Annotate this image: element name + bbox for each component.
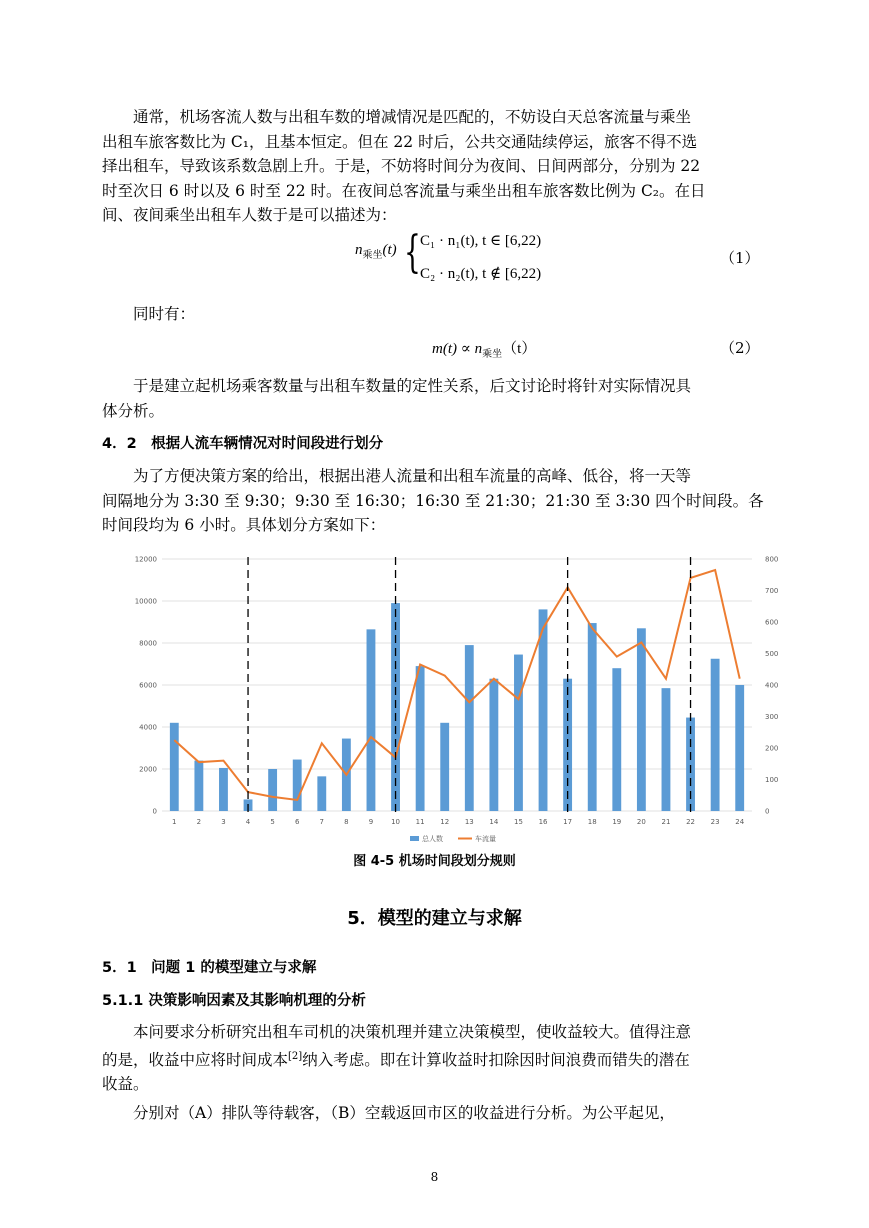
eq2-sub: 乘坐 xyxy=(482,349,503,360)
x-tick-label: 10 xyxy=(391,818,401,826)
x-tick-label: 20 xyxy=(636,818,646,826)
x-tick-label: 14 xyxy=(489,818,499,826)
eq1-case-1: C₁ · n₁(t), t ∈ [6,22) xyxy=(420,233,542,249)
paragraph-ratio-definition xyxy=(102,105,768,228)
equation-number-2: （2） xyxy=(720,339,760,357)
bar-total-passengers xyxy=(170,723,179,811)
y-tick-label-right: 500 xyxy=(765,650,779,658)
section-heading-4-2: 4．2 根据人流车辆情况对时间段进行划分 xyxy=(102,436,384,452)
text-segment: 的是，收益中应将时间成本 xyxy=(102,1050,289,1069)
text-line: 于是建立起机场乘客数量与出租车数量的定性关系，后文讨论时将针对实际情况具 xyxy=(133,377,692,395)
paragraph-comparison xyxy=(102,1101,768,1126)
bar-total-passengers xyxy=(219,768,228,811)
bar-total-passengers xyxy=(293,760,302,811)
x-tick-label: 7 xyxy=(319,818,325,826)
text-line: 间隔地分为 3:30 至 9:30；9:30 至 16:30；16:30 至 21:30；21:30 至 3:30 四个时间段。各 xyxy=(102,491,764,510)
x-tick-label: 18 xyxy=(587,818,597,826)
y-tick-label-left: 6000 xyxy=(139,681,157,690)
x-tick-label: 15 xyxy=(513,818,523,826)
text-line: 出租车旅客数比为 C₁，且基本恒定。但在 22 时后，公共交通陆续停运，旅客不得不选 xyxy=(102,132,698,151)
bar-total-passengers xyxy=(711,659,720,811)
y-tick-label-right: 600 xyxy=(765,618,779,627)
y-tick-label-right: 300 xyxy=(765,713,779,721)
eq1-lhs: n xyxy=(355,242,363,258)
bar-total-passengers xyxy=(440,723,449,811)
y-tick-label-left: 12000 xyxy=(134,555,157,564)
x-tick-label: 5 xyxy=(270,818,275,826)
y-tick-label-right: 400 xyxy=(765,681,779,690)
bar-total-passengers xyxy=(194,761,203,811)
x-tick-label: 21 xyxy=(661,818,671,826)
x-tick-label: 12 xyxy=(440,818,450,826)
equation-1 xyxy=(355,242,397,261)
paragraph-time-division xyxy=(102,464,768,538)
text-segment: 纳入考虑。即在计算收益时扣除因时间浪费而错失的潜在 xyxy=(302,1050,690,1069)
y-tick-label-right: 200 xyxy=(765,744,779,753)
x-tick-label: 1 xyxy=(172,818,177,826)
x-tick-label: 11 xyxy=(415,818,425,826)
text-line: 为了方便决策方案的给出，根据出港人流量和出租车流量的高峰、低谷，将一天等 xyxy=(133,467,692,485)
x-tick-label: 17 xyxy=(563,818,573,826)
x-tick-label: 3 xyxy=(221,818,226,826)
text-line: 间、夜间乘坐出租车人数于是可以描述为： xyxy=(102,206,397,224)
y-tick-label-right: 0 xyxy=(765,807,770,816)
bar-total-passengers xyxy=(637,628,646,811)
x-tick-label: 13 xyxy=(464,818,474,826)
eq1-lhs-sub: 乘坐 xyxy=(362,250,383,261)
y-tick-label-left: 2000 xyxy=(139,765,157,774)
text-line: 通常，机场客流人数与出租车数的增减情况是匹配的，不妨设白天总客流量与乘坐 xyxy=(133,108,692,126)
text-line: 同时有： xyxy=(133,305,196,323)
x-tick-label: 8 xyxy=(344,818,349,826)
figure-caption: 图 4-5 机场时间段划分规则 xyxy=(353,854,516,869)
y-tick-label-right: 800 xyxy=(765,555,779,564)
x-tick-label: 2 xyxy=(196,818,202,826)
y-tick-label-left: 0 xyxy=(152,807,157,816)
paragraph-decision-analysis xyxy=(102,1020,768,1097)
page-number: 8 xyxy=(430,1170,439,1184)
equation-2 xyxy=(432,337,536,360)
passenger-taxi-chart xyxy=(125,548,779,848)
bar-total-passengers xyxy=(735,685,744,811)
paragraph-also xyxy=(102,302,768,327)
x-tick-label: 23 xyxy=(710,818,720,826)
y-tick-label-right: 700 xyxy=(765,587,779,595)
eq1-case-2: C₂ · n₂(t), t ∉ [6,22) xyxy=(420,266,542,282)
text-line: 时至次日 6 时以及 6 时至 22 时。在夜间总客流量与乘坐出租车旅客数比例为 C₂。在日 xyxy=(102,181,706,200)
bar-total-passengers xyxy=(514,655,523,811)
citation-ref: [2] xyxy=(288,1050,303,1062)
bar-total-passengers xyxy=(465,645,474,811)
y-tick-label-left: 8000 xyxy=(139,639,157,648)
bar-total-passengers xyxy=(416,666,425,811)
x-tick-label: 16 xyxy=(538,818,548,826)
legend-label-bar: 总人数 xyxy=(422,835,443,843)
text-line: 分别对（A）排队等待载客，（B）空载返回市区的收益进行分析。为公平起见， xyxy=(133,1104,675,1122)
y-tick-label-right: 100 xyxy=(765,776,779,784)
eq2-arg: （t） xyxy=(502,341,537,357)
x-tick-label: 24 xyxy=(735,818,745,826)
equation-number-1: （1） xyxy=(720,249,760,267)
y-tick-label-left: 4000 xyxy=(139,723,157,732)
text-line: 择出租车，导致该系数急剧上升。于是，不妨将时间分为夜间、日间两部分，分别为 22 xyxy=(102,157,701,175)
bar-total-passengers xyxy=(268,769,277,811)
eq1-brace: { xyxy=(404,227,421,278)
bar-total-passengers xyxy=(662,688,671,811)
x-tick-label: 9 xyxy=(368,818,374,826)
legend-label-line: 车流量 xyxy=(475,835,496,843)
bar-total-passengers xyxy=(317,776,326,811)
section-heading-5-1: 5．1 问题 1 的模型建立与求解 xyxy=(102,960,317,976)
bar-total-passengers xyxy=(489,679,498,811)
x-tick-label: 6 xyxy=(294,818,300,826)
text-line: 体分析。 xyxy=(102,401,165,420)
bar-total-passengers xyxy=(588,623,597,811)
text-line: 本问要求分析研究出租车司机的决策机理并建立决策模型，使收益较大。值得注意 xyxy=(133,1023,692,1041)
paragraph-relation xyxy=(102,374,768,423)
eq2-body: m(t) ∝ n xyxy=(432,341,483,357)
section-heading-5-1-1: 5.1.1 决策影响因素及其影响机理的分析 xyxy=(102,993,366,1009)
x-tick-label: 22 xyxy=(686,818,696,826)
legend-swatch-bar xyxy=(410,836,419,841)
text-line: 收益。 xyxy=(102,1075,149,1094)
x-tick-label: 19 xyxy=(612,818,622,826)
bar-total-passengers xyxy=(367,629,376,811)
text-line: 时间段均为 6 小时。具体划分方案如下： xyxy=(102,516,386,534)
y-tick-label-left: 10000 xyxy=(134,597,157,606)
text-line xyxy=(102,1045,768,1073)
x-tick-label: 4 xyxy=(245,818,251,826)
chapter-heading-5: 5．模型的建立与求解 xyxy=(347,908,522,929)
bar-total-passengers xyxy=(612,668,621,811)
eq1-lhs-arg: (t) xyxy=(382,242,397,258)
